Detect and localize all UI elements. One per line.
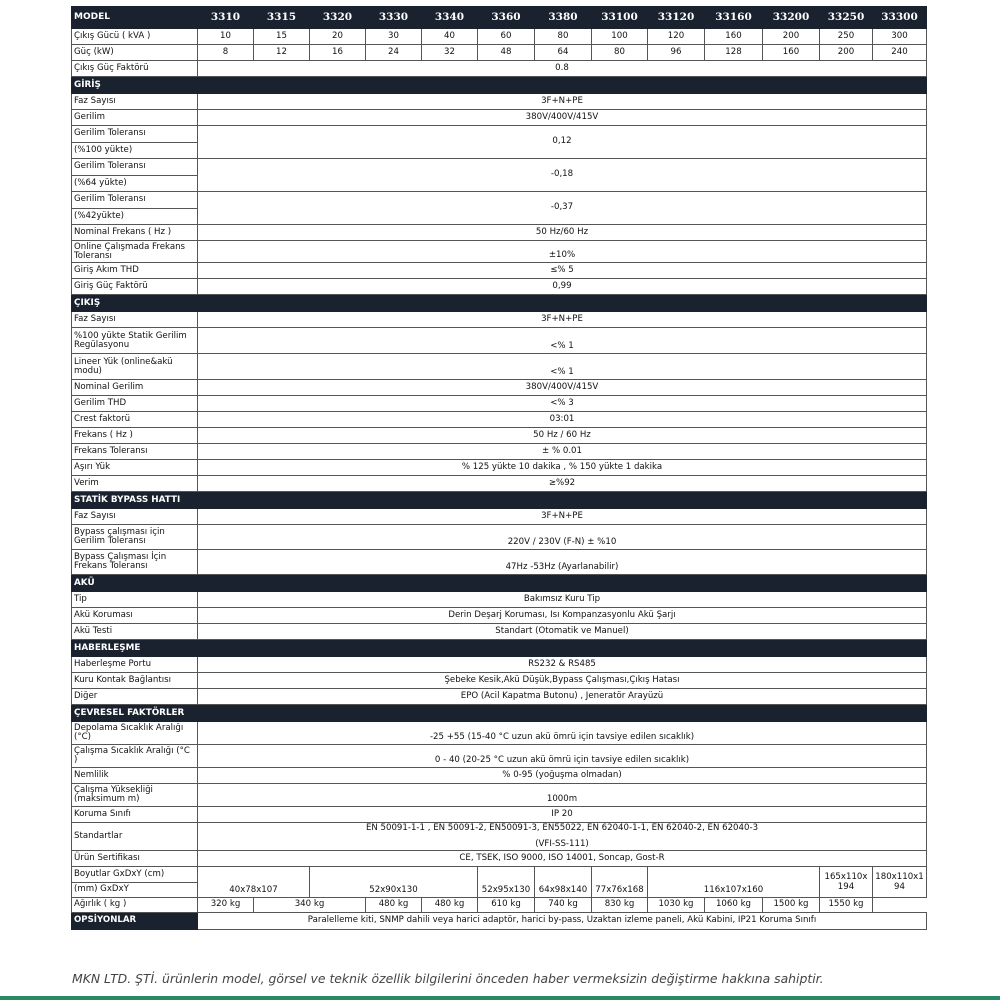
section-header-input [72, 77, 927, 94]
spec-row [72, 851, 927, 867]
dimension-value: 40x78x107 [198, 867, 310, 898]
spec-value: ±10% [198, 241, 927, 263]
weight-value: 1030 kg [648, 898, 705, 913]
spec-row [72, 225, 927, 241]
standards-line-1: EN 50091-1-1 , EN 50091-2, EN50091-3, EN55022, EN 62040-1-1, EN 62040-2, EN 62040-3 [365, 822, 759, 833]
spec-row [72, 550, 927, 575]
spec-label: Bypass Çalışması İçin Frekans Toleransı [72, 550, 198, 575]
dimension-value: 116x107x160 [648, 867, 820, 898]
section-title: STATİK BYPASS HATTI [72, 492, 927, 509]
spec-value: 47Hz -53Hz (Ayarlanabilir) [198, 550, 927, 575]
spec-label-sub: (mm) GxDxY [72, 883, 198, 898]
section-header-comm [72, 640, 927, 657]
spec-label: Ağırlık ( kg ) [72, 898, 198, 913]
spec-label-sub: (%64 yükte) [72, 176, 198, 192]
weight-value: 320 kg [198, 898, 254, 913]
spec-label: Akü Koruması [72, 608, 198, 624]
spec-value: 03:01 [198, 412, 927, 428]
dimensions-row [72, 867, 927, 883]
section-header-battery [72, 575, 927, 592]
spec-row [72, 241, 927, 263]
section-title: HABERLEŞME [72, 640, 927, 657]
footer-accent-line [0, 996, 1000, 1000]
spec-row [72, 673, 927, 689]
spec-value: 30 [366, 29, 422, 45]
spec-table [71, 6, 927, 930]
spec-value: 50 Hz/60 Hz [198, 225, 927, 241]
spec-row [72, 110, 927, 126]
spec-value: IP 20 [198, 807, 927, 823]
spec-row [72, 460, 927, 476]
spec-value: 80 [592, 45, 648, 61]
spec-row [72, 807, 927, 823]
spec-value: RS232 & RS485 [198, 657, 927, 673]
spec-value: 0.8 [198, 61, 927, 77]
spec-row [72, 823, 927, 851]
options-row [72, 913, 927, 930]
model-number: 3330 [366, 7, 422, 29]
spec-row [72, 428, 927, 444]
dimension-value: 52x90x130 [310, 867, 478, 898]
weight-value: 340 kg [254, 898, 366, 913]
spec-table-body [72, 7, 927, 930]
spec-label: Ürün Sertifikası [72, 851, 198, 867]
spec-label: Nemlilik [72, 768, 198, 784]
spec-value: 380V/400V/415V [198, 110, 927, 126]
spec-value: 12 [254, 45, 310, 61]
spec-label: Çalışma Yüksekliği (maksimum m) [72, 784, 198, 807]
weight-value: 830 kg [592, 898, 648, 913]
spec-label: Verim [72, 476, 198, 492]
spec-value: 64 [535, 45, 592, 61]
model-number: 33200 [763, 7, 820, 29]
spec-label: Standartlar [72, 823, 198, 851]
spec-value: Standart (Otomatik ve Manuel) [198, 624, 927, 640]
spec-label: Giriş Güç Faktörü [72, 279, 198, 295]
spec-label: Nominal Frekans ( Hz ) [72, 225, 198, 241]
spec-label: Bypass çalışması için Gerilim Toleransı [72, 525, 198, 550]
spec-value: 32 [422, 45, 478, 61]
spec-label: Crest faktorü [72, 412, 198, 428]
spec-value: 3F+N+PE [198, 509, 927, 525]
spec-row [72, 192, 927, 209]
spec-label: %100 yükte Statik Gerilim Regülasyonu [72, 328, 198, 354]
spec-value: 100 [592, 29, 648, 45]
spec-row [72, 126, 927, 143]
section-title: AKÜ [72, 575, 927, 592]
spec-value: ± % 0.01 [198, 444, 927, 460]
model-number: 33100 [592, 7, 648, 29]
spec-row [72, 722, 927, 745]
spec-value: <% 3 [198, 396, 927, 412]
spec-value: 96 [648, 45, 705, 61]
dimension-value: 165x110x194 [820, 867, 873, 898]
spec-row [72, 312, 927, 328]
weight-value: 480 kg [366, 898, 422, 913]
spec-label: Faz Sayısı [72, 509, 198, 525]
spec-value: 3F+N+PE [198, 312, 927, 328]
options-value: Paralelleme kiti, SNMP dahili veya harici adaptör, harici by-pass, Uzaktan izleme paneli, Akü Kabini, IP21 Koruma Sınıfı [198, 913, 927, 930]
section-header-env [72, 705, 927, 722]
spec-row [72, 29, 927, 45]
spec-value: CE, TSEK, ISO 9000, ISO 14001, Soncap, Gost-R [198, 851, 927, 867]
spec-row [72, 354, 927, 380]
spec-value: 50 Hz / 60 Hz [198, 428, 927, 444]
spec-value: 200 [820, 45, 873, 61]
standards-line-2: (VFI-SS-111) [535, 838, 589, 849]
spec-value: 15 [254, 29, 310, 45]
spec-label: Çıkış Güç Faktörü [72, 61, 198, 77]
spec-label: Depolama Sıcaklık Aralığı (°C) [72, 722, 198, 745]
spec-value: -0,18 [198, 159, 927, 192]
model-number: 3360 [478, 7, 535, 29]
spec-label: Frekans Toleransı [72, 444, 198, 460]
spec-value: 380V/400V/415V [198, 380, 927, 396]
spec-label: Faz Sayısı [72, 94, 198, 110]
spec-label: Gerilim THD [72, 396, 198, 412]
spec-value: 250 [820, 29, 873, 45]
spec-value: 80 [535, 29, 592, 45]
spec-value: 0,12 [198, 126, 927, 159]
spec-value: 200 [763, 29, 820, 45]
spec-label: Nominal Gerilim [72, 380, 198, 396]
spec-label: Çıkış Gücü ( kVA ) [72, 29, 198, 45]
spec-value: 120 [648, 29, 705, 45]
spec-value: 48 [478, 45, 535, 61]
spec-row [72, 509, 927, 525]
spec-label: Faz Sayısı [72, 312, 198, 328]
spec-label: Kuru Kontak Bağlantısı [72, 673, 198, 689]
spec-label: Gerilim Toleransı [72, 126, 198, 143]
spec-value: 3F+N+PE [198, 94, 927, 110]
spec-label: Gerilim [72, 110, 198, 126]
dimension-value: 52x95x130 [478, 867, 535, 898]
spec-label-sub: (%100 yükte) [72, 143, 198, 159]
spec-row [72, 412, 927, 428]
spec-value: Şebeke Kesik,Akü Düşük,Bypass Çalışması,Çıkış Hatası [198, 673, 927, 689]
spec-label: Tip [72, 592, 198, 608]
weight-value: 1550 kg [820, 898, 873, 913]
model-number: 33250 [820, 7, 873, 29]
spec-row [72, 380, 927, 396]
spec-value: 300 [873, 29, 927, 45]
spec-value: % 0-95 (yoğuşma olmadan) [198, 768, 927, 784]
spec-row [72, 263, 927, 279]
spec-value: 0 - 40 (20-25 °C uzun akü ömrü için tavsiye edilen sıcaklık) [198, 745, 927, 768]
spec-label-sub: (%42yükte) [72, 209, 198, 225]
spec-value: ≤% 5 [198, 263, 927, 279]
spec-label: Gerilim Toleransı [72, 192, 198, 209]
dimension-value: 180x110x194 [873, 867, 927, 898]
spec-label: Koruma Sınıfı [72, 807, 198, 823]
spec-value: -25 +55 (15-40 °C uzun akü ömrü için tavsiye edilen sıcaklık) [198, 722, 927, 745]
model-number: 3315 [254, 7, 310, 29]
spec-value: 128 [705, 45, 763, 61]
spec-row [72, 784, 927, 807]
spec-row [72, 525, 927, 550]
spec-value: 160 [705, 29, 763, 45]
spec-value: 1000m [198, 784, 927, 807]
model-number: 33300 [873, 7, 927, 29]
model-number: 33120 [648, 7, 705, 29]
spec-label: Gerilim Toleransı [72, 159, 198, 176]
model-number: 33160 [705, 7, 763, 29]
spec-label: Akü Testi [72, 624, 198, 640]
spec-label: Güç (kW) [72, 45, 198, 61]
spec-value: Derin Deşarj Koruması, Isı Kompanzasyonlu Akü Şarjı [198, 608, 927, 624]
spec-label: Giriş Akım THD [72, 263, 198, 279]
spec-value: <% 1 [198, 354, 927, 380]
weight-row [72, 898, 927, 913]
spec-value: 8 [198, 45, 254, 61]
spec-row [72, 45, 927, 61]
section-title: GİRİŞ [72, 77, 927, 94]
model-number: 3320 [310, 7, 366, 29]
model-number: 3380 [535, 7, 592, 29]
weight-value: 740 kg [535, 898, 592, 913]
spec-label: Haberleşme Portu [72, 657, 198, 673]
spec-row [72, 396, 927, 412]
spec-value: 24 [366, 45, 422, 61]
spec-value: 60 [478, 29, 535, 45]
spec-label: Çalışma Sıcaklık Aralığı (°C ) [72, 745, 198, 768]
spec-row [72, 592, 927, 608]
spec-row [72, 768, 927, 784]
spec-row [72, 279, 927, 295]
spec-value: 220V / 230V (F-N) ± %10 [198, 525, 927, 550]
options-label: OPSİYONLAR [72, 913, 198, 930]
model-number: 3310 [198, 7, 254, 29]
spec-value: ≥%92 [198, 476, 927, 492]
weight-value: 610 kg [478, 898, 535, 913]
model-header-label: MODEL [72, 7, 198, 29]
model-number: 3340 [422, 7, 478, 29]
spec-row [72, 444, 927, 460]
weight-value: 480 kg [422, 898, 478, 913]
spec-row [72, 159, 927, 176]
spec-value: 16 [310, 45, 366, 61]
dimension-value: 64x98x140 [535, 867, 592, 898]
spec-label: Lineer Yük (online&akü modu) [72, 354, 198, 380]
model-header-row [72, 7, 927, 29]
section-title: ÇEVRESEL FAKTÖRLER [72, 705, 927, 722]
spec-label: Aşırı Yük [72, 460, 198, 476]
disclaimer-note: MKN LTD. ŞTİ. ürünlerin model, görsel ve teknik özellik bilgilerini önceden haber vermeksizin değiştirme hakkına sahiptir. [72, 971, 824, 986]
spec-value: <% 1 [198, 328, 927, 354]
spec-row [72, 61, 927, 77]
spec-label: Boyutlar GxDxY (cm) [72, 867, 198, 883]
spec-value: EPO (Acil Kapatma Butonu) , Jeneratör Arayüzü [198, 689, 927, 705]
spec-label: Diğer [72, 689, 198, 705]
spec-row [72, 328, 927, 354]
spec-row [72, 608, 927, 624]
spec-value: 240 [873, 45, 927, 61]
spec-value: 40 [422, 29, 478, 45]
spec-value: % 125 yükte 10 dakika , % 150 yükte 1 dakika [198, 460, 927, 476]
section-header-output [72, 295, 927, 312]
weight-value: 1500 kg [763, 898, 820, 913]
spec-value: 20 [310, 29, 366, 45]
spec-value: 0,99 [198, 279, 927, 295]
spec-value: 160 [763, 45, 820, 61]
dimension-value: 77x76x168 [592, 867, 648, 898]
spec-value: 10 [198, 29, 254, 45]
section-header-bypass [72, 492, 927, 509]
spec-value [198, 823, 927, 851]
spec-row [72, 624, 927, 640]
spec-row [72, 94, 927, 110]
spec-label: Frekans ( Hz ) [72, 428, 198, 444]
spec-value: -0,37 [198, 192, 927, 225]
spec-row [72, 745, 927, 768]
spec-value: Bakımsız Kuru Tip [198, 592, 927, 608]
weight-value: 1060 kg [705, 898, 763, 913]
spec-row [72, 657, 927, 673]
section-title: ÇIKIŞ [72, 295, 927, 312]
spec-row [72, 689, 927, 705]
spec-label: Online Çalışmada Frekans Toleransı [72, 241, 198, 263]
spec-row [72, 476, 927, 492]
